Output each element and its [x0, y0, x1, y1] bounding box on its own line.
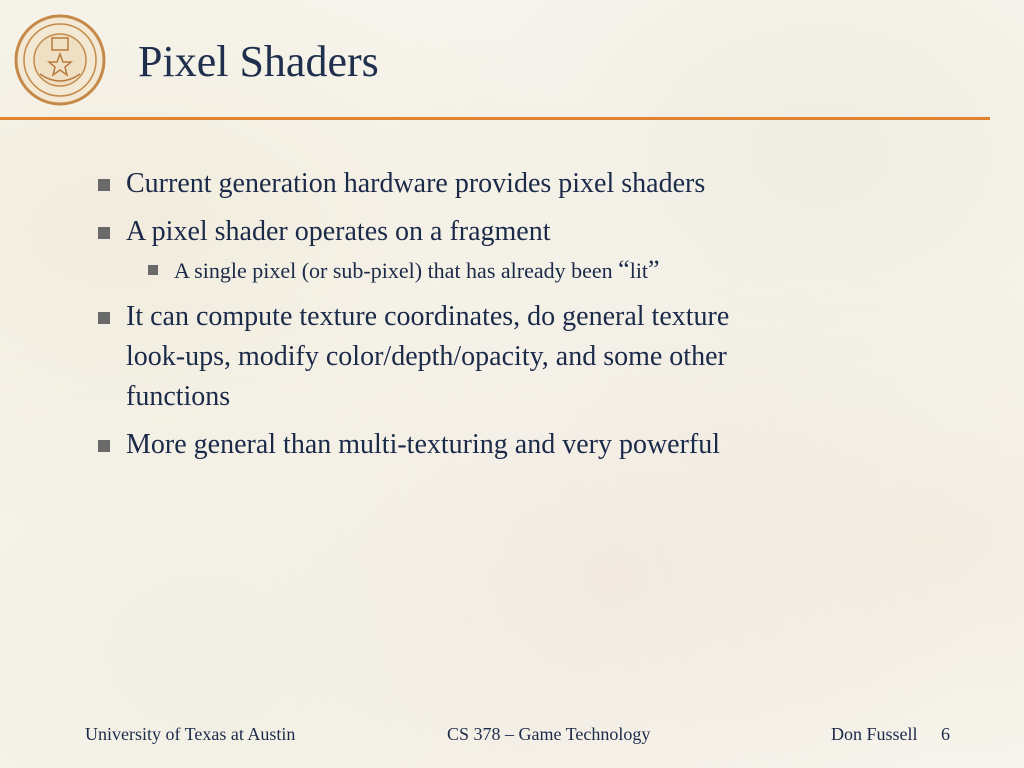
bullet-square-icon [98, 227, 110, 239]
bullet-text: Current generation hardware provides pixel shaders [126, 168, 706, 199]
close-quote: ” [648, 255, 660, 284]
slide-title: Pixel Shaders [138, 37, 379, 86]
quoted-word: lit [629, 258, 649, 283]
sub-bullet-item [96, 254, 896, 287]
footer-university: University of Texas at Austin [85, 724, 296, 744]
bullet-item [96, 297, 896, 417]
open-quote: “ [618, 255, 630, 284]
footer-author: Don Fussell [831, 724, 918, 744]
bullet-text-line: It can compute texture coordinates, do general texture [126, 301, 730, 332]
university-seal-icon [14, 14, 106, 106]
bullet-text-line: functions [126, 381, 231, 412]
bullet-item [96, 212, 896, 252]
bullet-item [96, 164, 896, 204]
bullet-item [96, 425, 896, 465]
sub-bullet-text: A single pixel (or sub-pixel) that has already been [174, 258, 619, 283]
bullet-text: A pixel shader operates on a fragment [126, 216, 551, 247]
bullet-text: More general than multi-texturing and very powerful [126, 429, 721, 460]
bullet-square-icon [98, 312, 110, 324]
bullet-square-icon [148, 265, 158, 275]
bullet-text-line: look-ups, modify color/depth/opacity, and some other [126, 341, 727, 372]
bullet-list [96, 164, 896, 473]
bullet-square-icon [98, 179, 110, 191]
footer-course: CS 378 – Game Technology [447, 724, 651, 744]
footer-page-number: 6 [941, 724, 950, 744]
title-divider [0, 117, 990, 120]
bullet-square-icon [98, 440, 110, 452]
